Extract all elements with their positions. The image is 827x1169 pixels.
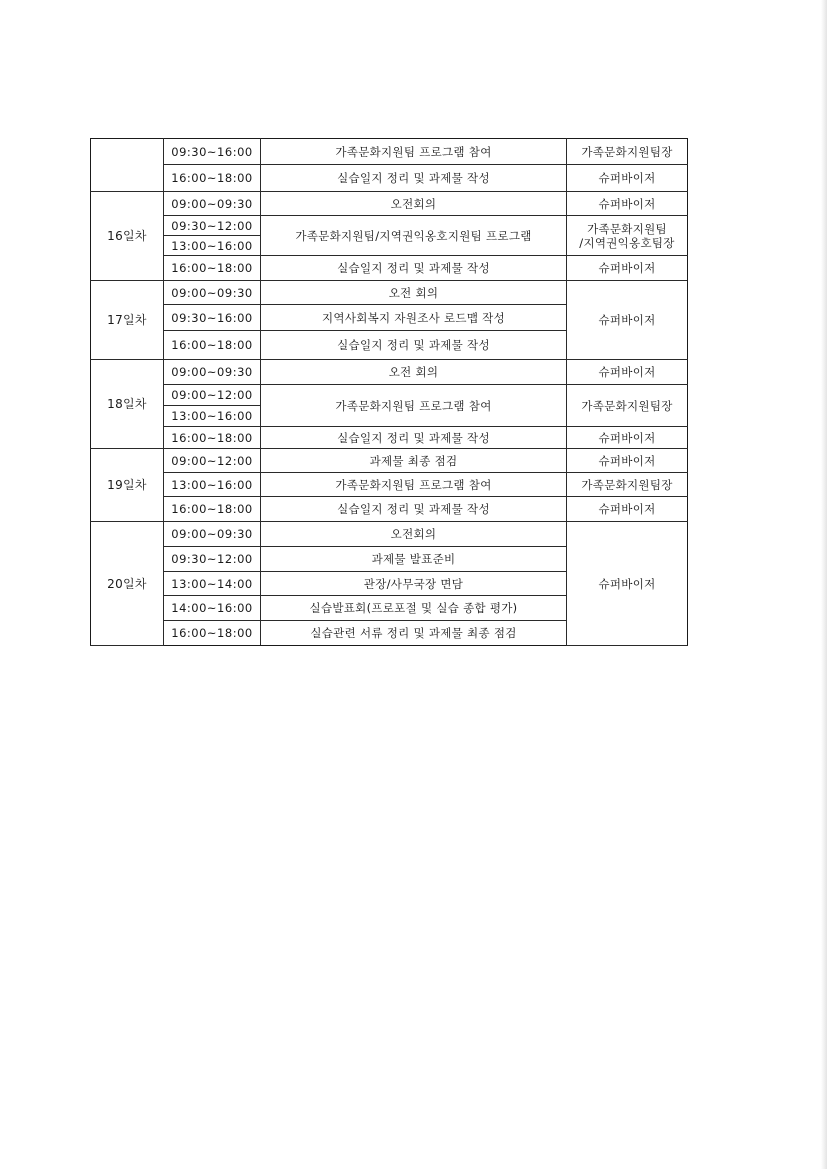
table-row xyxy=(91,165,688,192)
supervisor-cell: 가족문화지원팀장 xyxy=(567,139,688,165)
supervisor-cell: 슈퍼바이저 xyxy=(567,192,688,216)
table-row xyxy=(91,281,688,305)
table-row xyxy=(91,497,688,522)
activity-cell: 실습일지 정리 및 과제물 작성 xyxy=(261,427,567,449)
day-cell: 16일차 xyxy=(91,192,164,281)
time-cell: 09:30~16:00 xyxy=(164,139,261,165)
activity-cell: 실습발표회(프로포절 및 실습 종합 평가) xyxy=(261,596,567,621)
activity-cell: 관장/사무국장 면담 xyxy=(261,572,567,596)
table-row xyxy=(91,385,688,406)
activity-cell: 지역사회복지 자원조사 로드맵 작성 xyxy=(261,305,567,331)
time-cell: 16:00~18:00 xyxy=(164,621,261,646)
time-cell: 09:00~09:30 xyxy=(164,360,261,385)
time-cell: 09:00~09:30 xyxy=(164,281,261,305)
supervisor-cell: 슈퍼바이저 xyxy=(567,256,688,281)
activity-cell: 가족문화지원팀/지역권익옹호지원팀 프로그램 xyxy=(261,216,567,256)
time-cell: 09:30~12:00 xyxy=(164,547,261,572)
day-cell xyxy=(91,139,164,192)
activity-cell: 가족문화지원팀 프로그램 참여 xyxy=(261,385,567,427)
table-row xyxy=(91,449,688,473)
activity-cell: 과제물 발표준비 xyxy=(261,547,567,572)
day-cell: 18일차 xyxy=(91,360,164,449)
time-cell: 14:00~16:00 xyxy=(164,596,261,621)
supervisor-cell: 슈퍼바이저 xyxy=(567,427,688,449)
table-row xyxy=(91,139,688,165)
time-cell: 16:00~18:00 xyxy=(164,427,261,449)
time-cell: 16:00~18:00 xyxy=(164,256,261,281)
time-cell: 13:00~16:00 xyxy=(164,236,261,256)
time-cell: 09:00~09:30 xyxy=(164,522,261,547)
time-cell: 09:00~12:00 xyxy=(164,449,261,473)
activity-cell: 실습관련 서류 정리 및 과제물 최종 점검 xyxy=(261,621,567,646)
activity-cell: 과제물 최종 점검 xyxy=(261,449,567,473)
table-row xyxy=(91,256,688,281)
activity-cell: 오전 회의 xyxy=(261,281,567,305)
time-cell: 09:00~09:30 xyxy=(164,192,261,216)
day-cell: 19일차 xyxy=(91,449,164,522)
time-cell: 13:00~16:00 xyxy=(164,406,261,427)
supervisor-cell: 가족문화지원팀장 xyxy=(567,473,688,497)
supervisor-cell: 슈퍼바이저 xyxy=(567,449,688,473)
table-row xyxy=(91,473,688,497)
time-cell: 16:00~18:00 xyxy=(164,331,261,360)
table-row xyxy=(91,522,688,547)
table-row xyxy=(91,427,688,449)
time-cell: 09:00~12:00 xyxy=(164,385,261,406)
time-cell: 16:00~18:00 xyxy=(164,165,261,192)
activity-cell: 실습일지 정리 및 과제물 작성 xyxy=(261,165,567,192)
supervisor-line: /지역권익옹호팀장 xyxy=(579,235,675,250)
supervisor-cell: 슈퍼바이저 xyxy=(567,522,688,646)
practicum-schedule-table xyxy=(90,138,688,646)
scan-page-edge xyxy=(821,0,827,1169)
table-row xyxy=(91,360,688,385)
supervisor-cell: 슈퍼바이저 xyxy=(567,281,688,360)
supervisor-cell: 슈퍼바이저 xyxy=(567,165,688,192)
time-cell: 13:00~16:00 xyxy=(164,473,261,497)
time-cell: 13:00~14:00 xyxy=(164,572,261,596)
time-cell: 09:30~12:00 xyxy=(164,216,261,236)
activity-cell: 오전 회의 xyxy=(261,360,567,385)
time-cell: 16:00~18:00 xyxy=(164,497,261,522)
activity-cell: 오전회의 xyxy=(261,192,567,216)
activity-cell: 오전회의 xyxy=(261,522,567,547)
time-cell: 09:30~16:00 xyxy=(164,305,261,331)
supervisor-cell: 슈퍼바이저 xyxy=(567,497,688,522)
activity-cell: 실습일지 정리 및 과제물 작성 xyxy=(261,256,567,281)
supervisor-cell xyxy=(567,216,688,256)
day-cell: 17일차 xyxy=(91,281,164,360)
activity-cell: 가족문화지원팀 프로그램 참여 xyxy=(261,139,567,165)
activity-cell: 실습일지 정리 및 과제물 작성 xyxy=(261,497,567,522)
supervisor-cell: 슈퍼바이저 xyxy=(567,360,688,385)
supervisor-line: 가족문화지원팀 xyxy=(587,221,667,236)
supervisor-cell: 가족문화지원팀장 xyxy=(567,385,688,427)
activity-cell: 가족문화지원팀 프로그램 참여 xyxy=(261,473,567,497)
table-row xyxy=(91,216,688,236)
activity-cell: 실습일지 정리 및 과제물 작성 xyxy=(261,331,567,360)
table-row xyxy=(91,192,688,216)
day-cell: 20일차 xyxy=(91,522,164,646)
